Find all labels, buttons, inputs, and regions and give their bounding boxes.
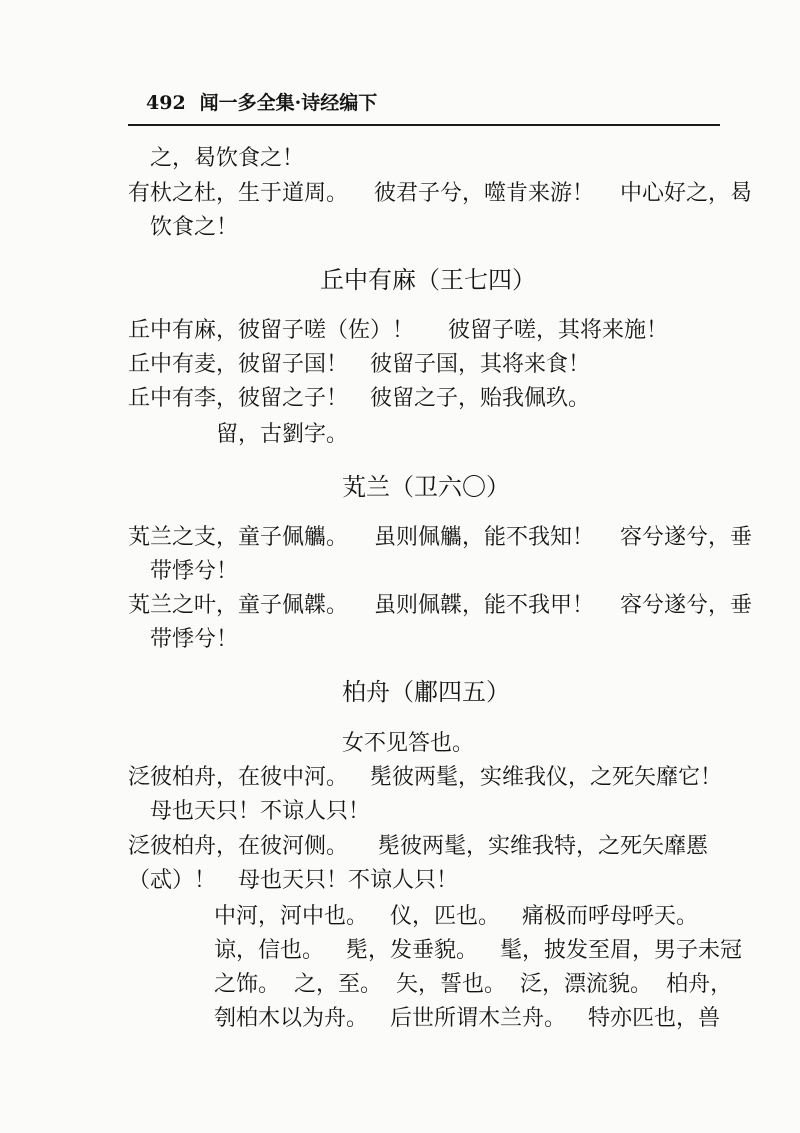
poem4-note-4-c: 特亦匹也，兽 (588, 1006, 721, 1031)
poem4-note-4-b: 后世所谓木兰舟。 (390, 1006, 567, 1031)
poem4-line-4-a: （忒）！ (128, 868, 217, 893)
poem3-line-3-b: 虽则佩韘，能不我甲！ (374, 593, 595, 618)
poem3-line-1-b: 虽则佩觿，能不我知！ (374, 525, 595, 550)
poem2-line-1-b: 彼留子嗟，其将来施！ (448, 318, 669, 343)
poem4-note-1-b: 仪，匹也。 (390, 904, 501, 929)
poem4-note-4 (214, 1008, 720, 1030)
poem4-note-3-b: 之，至。 (294, 972, 383, 997)
poem4-note-1 (214, 906, 698, 928)
poem3-line-1 (128, 527, 752, 549)
poem3-line-1-c: 容兮遂兮，垂 (620, 525, 753, 550)
poem2-line-3-b: 彼留之子，贻我佩玖。 (370, 386, 591, 411)
poem4-title: 柏舟（鄘四五） (342, 678, 510, 706)
poem2-note: 留，古劉字。 (216, 422, 349, 447)
poem1-line-3: 饮食之！ (150, 215, 239, 240)
poem2-line-1-a: 丘中有麻，彼留子嗟（佐）！ (128, 318, 415, 343)
poem1-line-2-b: 彼君子兮，噬肯来游！ (374, 181, 595, 206)
running-header (146, 88, 377, 115)
poem4-note-2-a: 谅，信也。 (214, 938, 325, 963)
poem4-line-1 (128, 767, 722, 789)
poem4-line-4-b: 母也天只！不谅人只！ (238, 868, 459, 893)
poem4-note-3-a: 之饰。 (214, 972, 281, 997)
poem1-line-1: 之，曷饮食之！ (150, 146, 305, 171)
poem3-title: 芄兰（卫六〇） (342, 473, 510, 501)
poem2-line-2-a: 丘中有麦，彼留子国！ (128, 352, 349, 377)
page-number: 492 (146, 92, 186, 114)
poem2-line-1 (128, 320, 668, 342)
poem4-line-1-a: 泛彼柏舟，在彼中河。 (128, 765, 349, 790)
poem4-note-1-a: 中河，河中也。 (214, 904, 369, 929)
poem2-line-3 (128, 388, 590, 410)
poem4-line-1-b: 髧彼两髦，实维我仪，之死矢靡它！ (370, 765, 723, 790)
poem4-line-4 (128, 870, 458, 892)
header-rule (128, 124, 720, 126)
poem3-line-2: 带悸兮！ (150, 559, 239, 584)
poem3-line-3 (128, 595, 752, 617)
poem4-line-3 (128, 836, 708, 858)
poem2-line-2 (128, 354, 590, 376)
poem4-note-1-c: 痛极而呼母呼天。 (522, 904, 699, 929)
poem4-note-3-d: 泛，漂流貌。 (520, 972, 653, 997)
poem3-line-3-a: 芄兰之叶，童子佩韘。 (128, 593, 349, 618)
poem4-subtitle: 女不见答也。 (342, 731, 475, 756)
poem4-note-4-a: 刳柏木以为舟。 (214, 1006, 369, 1031)
poem4-note-2 (214, 940, 742, 962)
poem2-line-2-b: 彼留子国，其将来食！ (370, 352, 591, 377)
poem4-line-3-b: 髧彼两髦，实维我特，之死矢靡慝 (378, 834, 709, 859)
poem2-title: 丘中有麻（王七四） (320, 266, 536, 294)
poem1-line-2-a: 有杕之杜，生于道周。 (128, 181, 349, 206)
poem3-line-4: 带悸兮！ (150, 627, 239, 652)
poem4-line-2: 母也天只！不谅人只！ (150, 799, 371, 824)
poem1-line-2 (128, 183, 752, 205)
poem4-note-3 (214, 974, 732, 996)
poem4-note-3-e: 柏舟， (666, 972, 733, 997)
poem2-line-3-a: 丘中有李，彼留之子！ (128, 386, 349, 411)
poem1-line-2-c: 中心好之，曷 (620, 181, 753, 206)
book-title: 闻一多全集·诗经编下 (199, 92, 378, 114)
poem4-line-3-a: 泛彼柏舟，在彼河侧。 (128, 834, 349, 859)
poem4-note-2-c: 髦，披发至眉，男子未冠 (500, 938, 743, 963)
poem3-line-1-a: 芄兰之支，童子佩觿。 (128, 525, 349, 550)
poem3-line-3-c: 容兮遂兮，垂 (620, 593, 753, 618)
poem4-note-2-b: 髧，发垂貌。 (346, 938, 479, 963)
poem4-note-3-c: 矢，誓也。 (396, 972, 507, 997)
